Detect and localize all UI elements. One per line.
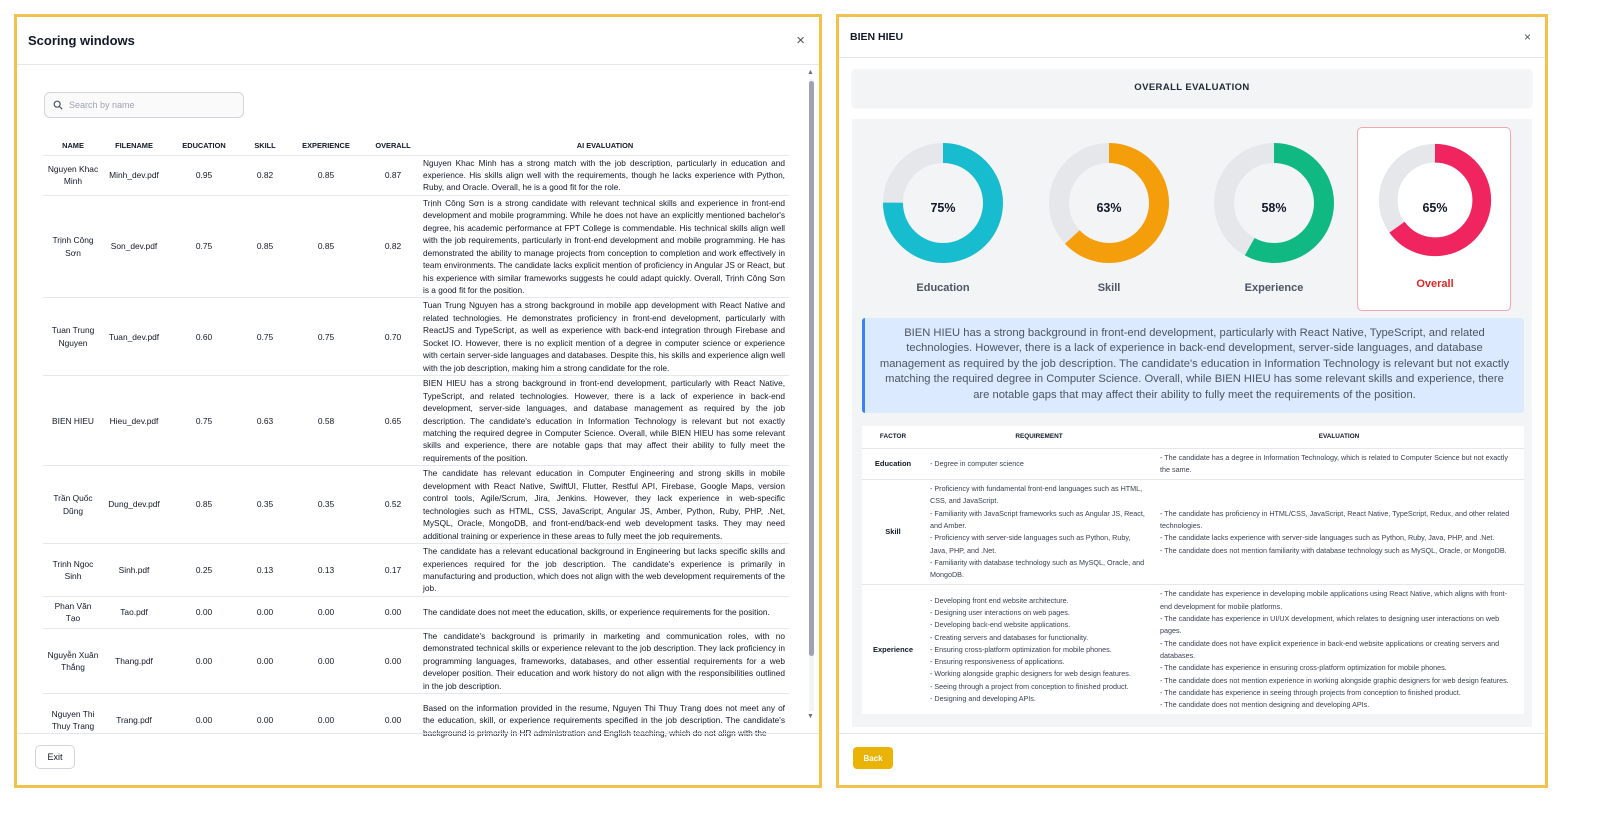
scroll-up-icon[interactable]: ▲: [807, 69, 814, 76]
evaluation-content: [852, 119, 1532, 727]
cell-skill: 0.85: [243, 195, 287, 298]
search-icon: [53, 100, 63, 110]
requirement-item: - Ensuring responsiveness of applications.: [930, 657, 1065, 667]
cell-eval: The candidate has a relevant educational background in Engineering but lacks specific skills and experiences required for the job description. The candidate's experience is primarily in manufacturing and production, which does not align with the web development requirements of the job.: [421, 544, 789, 597]
requirement-item: - Developing back-end website applications.: [930, 620, 1071, 630]
table-row[interactable]: [43, 628, 789, 693]
detail-header: [839, 17, 1545, 58]
cell-eval: The candidate's background is primarily in marketing and communication roles, with no demonstrated technical skills or experience relevant to the job description. They lack proficiency in programming languages, frameworks, databases, and other essential requirements for a web developer position. Their education and work history do not align with the responsibilities outlined in the job description.: [421, 628, 789, 693]
factor-row: [862, 480, 1524, 585]
factor-column-header: REQUIREMENT: [1015, 433, 1063, 441]
cell-exp: 0.58: [287, 376, 365, 466]
cell-file: Son_dev.pdf: [103, 195, 165, 298]
cell-overall: 0.00: [365, 628, 421, 693]
cell-file: Hieu_dev.pdf: [103, 376, 165, 466]
evaluation-summary: BIEN HIEU has a strong background in front-end development, particularly with React Native, TypeScript, and related technologies. However, there is a lack of experience in back-end development, server-side languages, and database management as required by the job description. The candidate's education in Information Technology is relevant but not exactly matching the required degree in Computer Science. Overall, while BIEN HIEU has some relevant skills and experience, there are notable gaps that may affect their ability to fully meet the requirements of the position.: [862, 318, 1524, 413]
cell-exp: 0.13: [287, 544, 365, 597]
requirement-item: - Ensuring cross-platform optimization for mobile phones.: [930, 644, 1112, 654]
table-row[interactable]: [43, 155, 789, 195]
gauge-label: Skill: [1097, 282, 1121, 294]
requirement-item: - Familiarity with JavaScript frameworks such as Angular JS, React, and Amber.: [930, 508, 1145, 530]
gauge-skill: [1032, 127, 1186, 311]
requirement-item: - Seeing through a project from conception to finished product.: [930, 681, 1129, 691]
cell-name: Tuan Trung Nguyen: [43, 298, 103, 376]
scroll-down-icon[interactable]: ▼: [807, 713, 814, 720]
gauge-experience: [1197, 127, 1351, 311]
cell-eval: Trịnh Công Sơn is a strong candidate with relevant technical skills and experience in front-end development and mobile programming. While he does not have an explicitly mentioned bachelor's degree, his academic performance at FPT College is commendable. His technical skills align well with the job requirements, particularly in front-end development and mobile programming. He has demonstrated the ability to manage projects from conception to completion and work effectively in team environments. The candidate lacks explicit mention of proficiency in Angular JS or React, but his experience with similar frameworks suggests he could adapt quickly. Overall, Trịnh Công Sơn is a good fit for the position.: [421, 195, 789, 298]
gauge-percent: 65%: [1422, 201, 1448, 215]
column-header: SKILL: [254, 141, 276, 151]
candidate-detail-window: [836, 14, 1548, 788]
cell-edu: 0.25: [165, 544, 243, 597]
evaluation-item: - The candidate has proficiency in HTML/CSS, JavaScript, React Native, TypeScript, Redux, and other related technologies.: [1160, 508, 1510, 530]
requirement-item: - Designing and developing APIs.: [930, 693, 1036, 703]
back-button[interactable]: Back: [853, 747, 893, 769]
cell-eval: Nguyen Khac Minh has a strong match with the job description, particularly in education and experience. His skills align well with the requirements, though he lacks experience with Python, Ruby, and Oracle. Overall, he is a good fit for the role.: [421, 155, 789, 195]
requirement-item: - Designing user interactions on web pages.: [930, 607, 1070, 617]
cell-name: Nguyen Thi Thuy Trang: [43, 694, 103, 739]
window-title: Scoring windows: [28, 33, 135, 48]
cell-eval: BIEN HIEU has a strong background in front-end development, particularly with React Native, TypeScript, and related technologies. However, there is a lack of experience in back-end development, server-side languages, and database management as required by the job description. The candidate's education in Information Technology is relevant but not exactly matching the required degree in Computer Science. Overall, while BIEN HIEU has some relevant skills and experience, there are notable gaps that may affect their ability to fully meet the requirements of the position.: [421, 376, 789, 466]
cell-eval: Based on the information provided in the resume, Nguyen Thi Thuy Trang does not meet any of the education, skill, or experience requirements specified in the job description. The candidate's background is primarily in HR administration and English teaching, which do not align with the: [421, 694, 789, 739]
close-icon[interactable]: ×: [796, 32, 805, 49]
cell-exp: 0.00: [287, 596, 365, 628]
cell-eval: The candidate has relevant education in Computer Engineering and strong skills in mobile development with React Native, SwiftUI, Flutter, Restful API, Firebase, Google Maps, version control tools, Agile/Scrum, Jira, Jenkins. However, they lack experience in web-specific technologies such as HTML, CSS, JavaScript, Angular JS, Amber, Python, Ruby, PHP, .Net, MySQL, Oracle, MongoDB, and front-end/back-end web development tasks. They may need additional training or experience in these areas to fully meet the job requirements.: [421, 466, 789, 544]
gauge-label: Experience: [1244, 282, 1304, 294]
requirement-item: - Creating servers and databases for functionality.: [930, 632, 1089, 642]
factor-detail: [862, 426, 1524, 714]
column-header: OVERALL: [375, 141, 411, 151]
table-row[interactable]: [43, 466, 789, 544]
search-box[interactable]: [44, 92, 244, 118]
cell-skill: 0.82: [243, 155, 287, 195]
column-header: FILENAME: [115, 141, 153, 151]
requirement-item: - Developing front end website architecture.: [930, 595, 1069, 605]
cell-skill: 0.00: [243, 628, 287, 693]
cell-overall: 0.82: [365, 195, 421, 298]
requirement-item: - Proficiency with server-side languages such as Python, Ruby, Java, PHP, and .Net.: [930, 533, 1131, 555]
cell-edu: 0.75: [165, 195, 243, 298]
search-input[interactable]: [69, 100, 229, 110]
cell-name: Nguyen Khac Minh: [43, 155, 103, 195]
cell-skill: 0.35: [243, 466, 287, 544]
table-row[interactable]: [43, 596, 789, 628]
cell-edu: 0.85: [165, 466, 243, 544]
factor-name: Experience: [862, 585, 924, 714]
cell-file: Tao.pdf: [103, 596, 165, 628]
scoring-window-header: [17, 17, 819, 65]
detail-footer: [839, 733, 1545, 785]
gauge-percent: 58%: [1261, 201, 1287, 215]
cell-file: Trang.pdf: [103, 694, 165, 739]
requirement-item: - Familiarity with database technology such as MySQL, Oracle, and MongoDB.: [930, 557, 1145, 580]
cell-name: Trịnh Công Sơn: [43, 195, 103, 298]
cell-exp: 0.85: [287, 195, 365, 298]
evaluation-cell: [1154, 585, 1524, 714]
cell-overall: 0.87: [365, 155, 421, 195]
gauge-education: [866, 127, 1020, 311]
cell-overall: 0.17: [365, 544, 421, 597]
factor-table-header: [862, 426, 1524, 448]
cell-edu: 0.95: [165, 155, 243, 195]
donut-chart: [1377, 142, 1493, 258]
factor-name: Skill: [862, 480, 924, 585]
cell-skill: 0.00: [243, 694, 287, 739]
factor-name: Education: [862, 448, 924, 480]
cell-name: Phan Văn Tạo: [43, 596, 103, 628]
cell-skill: 0.63: [243, 376, 287, 466]
cell-name: BIEN HIEU: [43, 376, 103, 466]
cell-file: Dung_dev.pdf: [103, 466, 165, 544]
table-scrollbar[interactable]: [806, 69, 816, 724]
evaluation-item: - The candidate has experience in developing mobile applications using React Native, which aligns with front-end development for mobile platforms.: [1160, 589, 1508, 611]
cell-skill: 0.00: [243, 596, 287, 628]
requirement-item: - Degree in computer science: [930, 458, 1024, 468]
gauge-percent: 63%: [1096, 201, 1122, 215]
cell-overall: 0.52: [365, 466, 421, 544]
evaluation-item: - The candidate does not mention familiarity with database technology such as MySQL, Oracle, or MongoDB.: [1160, 545, 1507, 555]
cell-exp: 0.35: [287, 466, 365, 544]
factor-column-header: EVALUATION: [1318, 433, 1360, 441]
table-row[interactable]: [43, 544, 789, 597]
cell-overall: 0.00: [365, 694, 421, 739]
cell-name: Trần Quốc Dũng: [43, 466, 103, 544]
cell-file: Minh_dev.pdf: [103, 155, 165, 195]
scoring-window-body: [31, 77, 811, 739]
cell-edu: 0.60: [165, 298, 243, 376]
table-row[interactable]: [43, 298, 789, 376]
cell-exp: 0.00: [287, 694, 365, 739]
evaluation-item: - The candidate does not have explicit experience in back-end website applications or creating servers and databases.: [1160, 638, 1500, 660]
evaluation-cell: [1154, 448, 1524, 480]
requirement-cell: [924, 585, 1154, 714]
evaluation-item: - The candidate does not mention experience in working alongside graphic designers for web design features.: [1160, 675, 1509, 685]
requirement-cell: [924, 448, 1154, 480]
scroll-thumb[interactable]: [809, 81, 814, 656]
cell-overall: 0.65: [365, 376, 421, 466]
column-header: AI EVALUATION: [576, 141, 634, 151]
scoring-window-footer: [17, 733, 819, 785]
close-icon[interactable]: ×: [1523, 30, 1531, 44]
column-header: EDUCATION: [182, 141, 226, 151]
cell-overall: 0.70: [365, 298, 421, 376]
cell-skill: 0.13: [243, 544, 287, 597]
cell-exp: 0.85: [287, 155, 365, 195]
exit-button[interactable]: Exit: [35, 745, 75, 769]
cell-edu: 0.00: [165, 694, 243, 739]
factor-column-header: FACTOR: [879, 433, 907, 441]
requirement-item: - Proficiency with fundamental front-end languages such as HTML, CSS, and JavaScript.: [930, 484, 1143, 506]
factor-table: [862, 426, 1524, 714]
cell-eval: Tuan Trung Nguyen has a strong background in mobile app development with React Native and related technologies. He demonstrates proficiency in front-end development, particularly with ReactJS and TypeScript, as well as experience with back-end integration through Firebase and Socket IO. However, there is no explicit mention of a degree in computer science or experience with certain server-side languages and databases. Despite this, his skills and experience align well with the job description, making him a strong candidate for the role.: [421, 298, 789, 376]
evaluation-cell: [1154, 480, 1524, 585]
evaluation-item: - The candidate lacks experience with server-side languages such as Python, Ruby, Java, PHP, and .Net.: [1160, 533, 1495, 543]
evaluation-item: - The candidate has experience in seeing through projects from conception to finished product.: [1160, 687, 1461, 697]
cell-name: Nguyễn Xuân Thắng: [43, 628, 103, 693]
table-row[interactable]: [43, 195, 789, 298]
cell-file: Thang.pdf: [103, 628, 165, 693]
gauge-label: Education: [916, 282, 970, 294]
cell-eval: The candidate does not meet the education, skills, or experience requirements for the position.: [421, 596, 789, 628]
factor-row: [862, 448, 1524, 480]
cell-edu: 0.00: [165, 596, 243, 628]
gauge-overall: [1357, 127, 1511, 311]
column-header: EXPERIENCE: [302, 141, 350, 151]
evaluation-item: - The candidate has experience in UI/UX development, which relates to designing user interactions on web pages.: [1160, 614, 1500, 636]
scoring-window: [14, 14, 822, 788]
table-header-row: [43, 137, 789, 155]
column-header: NAME: [62, 141, 84, 151]
cell-skill: 0.75: [243, 298, 287, 376]
cell-exp: 0.00: [287, 628, 365, 693]
overall-evaluation-heading: OVERALL EVALUATION: [852, 69, 1532, 107]
gauge-label: Overall: [1416, 278, 1454, 290]
cell-exp: 0.75: [287, 298, 365, 376]
evaluation-item: - The candidate has experience in ensuring cross-platform optimization for mobile phones.: [1160, 663, 1447, 673]
table-row[interactable]: [43, 376, 789, 466]
candidate-name-title: BIEN HIEU: [850, 31, 904, 43]
cell-name: Trinh Ngoc Sinh: [43, 544, 103, 597]
scores-table: [43, 137, 789, 739]
gauge-percent: 75%: [930, 201, 956, 215]
cell-overall: 0.00: [365, 596, 421, 628]
requirement-cell: [924, 480, 1154, 585]
factor-row: [862, 585, 1524, 714]
cell-edu: 0.75: [165, 376, 243, 466]
requirement-item: - Working alongside graphic designers for web design features.: [930, 669, 1131, 679]
cell-file: Sinh.pdf: [103, 544, 165, 597]
cell-file: Tuan_dev.pdf: [103, 298, 165, 376]
evaluation-item: - The candidate does not mention designing and developing APIs.: [1160, 700, 1370, 710]
cell-edu: 0.00: [165, 628, 243, 693]
evaluation-item: - The candidate has a degree in Information Technology, which is related to Computer Science but not exactly the same.: [1160, 452, 1508, 474]
